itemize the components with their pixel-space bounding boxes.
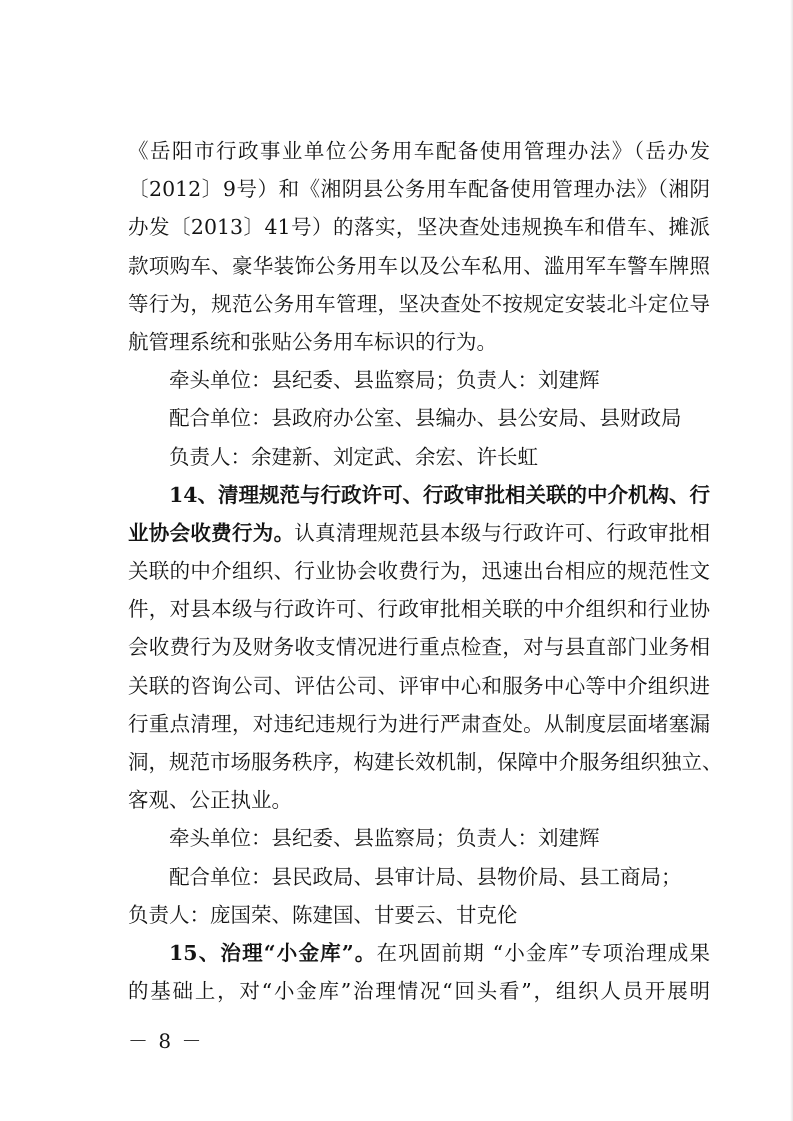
paragraph-line: 款项购车、豪华装饰公务用车以及公车私用、滥用军车警车牌照	[128, 253, 710, 278]
paragraph-line: 的基础上，对“小金库”治理情况“回头看”，组织人员开展明	[128, 979, 710, 1004]
paragraph-line: 办发〔2013〕41号）的落实，坚决查处违规换车和借车、摊派	[128, 215, 710, 240]
section-15	[128, 934, 710, 1010]
section-14	[128, 476, 723, 934]
page-number: － 8 －	[128, 1029, 204, 1053]
paragraph-line	[128, 934, 710, 972]
paragraph-line: 关联的咨询公司、评估公司、评审中心和服务中心等中介组织进	[128, 673, 710, 698]
paragraph-line: 行重点清理，对违纪违规行为进行严肃查处。从制度层面堵塞漏	[128, 711, 710, 736]
lead-unit-line: 牵头单位：县纪委、县监察局；负责人：刘建辉	[169, 368, 600, 393]
paragraph-line: 航管理系统和张贴公务用车标识的行为。	[128, 329, 497, 354]
paragraph-line: 会收费行为及财务收支情况进行重点检查，对与县直部门业务相	[128, 635, 710, 660]
paragraph-text: 认真清理规范县本级与行政许可、行政审批相	[294, 520, 711, 545]
section-15-title: 15、治理“小金库”。	[169, 940, 377, 965]
paragraph-line	[128, 514, 710, 552]
coop-unit-line: 配合单位：县政府办公室、县编办、县公安局、县财政局	[169, 406, 682, 431]
paragraph-line: 〔2012〕9号）和《湘阴县公务用车配备使用管理办法》（湘阴	[128, 177, 710, 202]
paragraph-line: 关联的中介组织、行业协会收费行为，迅速出台相应的规范性文	[128, 559, 710, 584]
document-body	[128, 132, 723, 1010]
paragraph-line: 客观、公正执业。	[128, 788, 292, 813]
section-13-continued	[128, 132, 710, 476]
paragraph-line: 洞，规范市场服务秩序，构建长效机制，保障中介服务组织独立、	[128, 750, 723, 774]
coop-persons-line: 负责人：庞国荣、陈建国、甘要云、甘克伦	[128, 902, 518, 927]
lead-unit-line: 牵头单位：县纪委、县监察局；负责人：刘建辉	[169, 826, 600, 851]
coop-persons-line: 负责人：余建新、刘定武、余宏、许长虹	[169, 444, 538, 469]
paragraph-text: 在巩固前期 “小金库”专项治理成果	[376, 940, 710, 965]
paragraph-line: 件，对县本级与行政许可、行政审批相关联的中介组织和行业协	[128, 597, 710, 622]
section-14-title-end: 业协会收费行为。	[128, 520, 295, 545]
section-14-title: 14、清理规范与行政许可、行政审批相关联的中介机构、行	[169, 482, 711, 507]
paragraph-line: 等行为，规范公务用车管理，坚决查处不按规定安装北斗定位导	[128, 291, 710, 316]
coop-unit-line: 配合单位：县民政局、县审计局、县物价局、县工商局；	[169, 864, 682, 889]
paragraph-line: 《岳阳市行政事业单位公务用车配备使用管理办法》（岳办发	[128, 139, 710, 163]
